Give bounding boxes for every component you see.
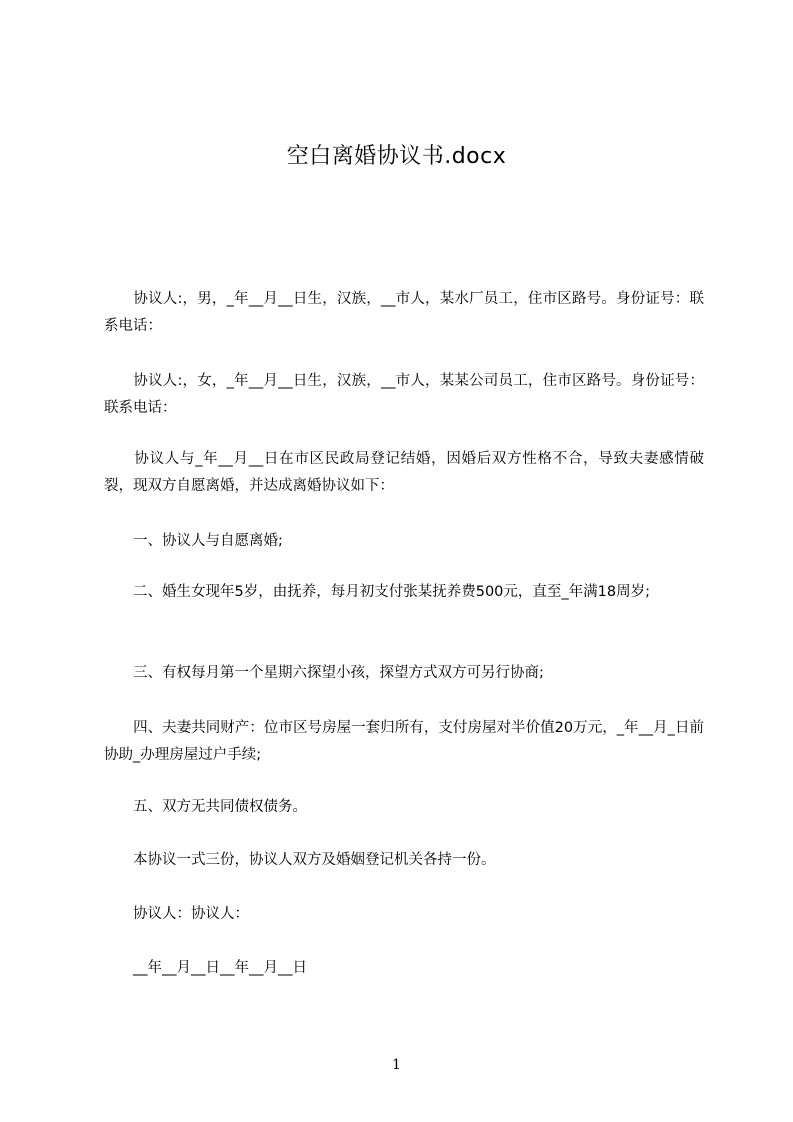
copies-statement: 本协议一式三份，协议人双方及婚姻登记机关各持一份。 — [104, 852, 496, 868]
paragraph-party-b: 协议人:，女，_年__月__日生，汉族，__市人，某某公司员工，住市区路号。身份证号：联系电话： — [104, 373, 704, 416]
clause-1: 一、协议人与自愿离婚; — [104, 533, 283, 549]
page-title: 空白离婚协议书.docx — [286, 144, 507, 169]
signature-line: 协议人：协议人： — [104, 906, 249, 922]
paragraph-preamble: 协议人与_年__月__日在市区民政局登记结婚，因婚后双方性格不合，导致夫妻感情破裂，现双方自愿离婚，并达成离婚协议如下： — [104, 451, 704, 494]
page-number: 1 — [392, 1057, 401, 1073]
clause-5: 五、双方无共同债权债务。 — [104, 799, 307, 815]
clause-3: 三、有权每月第一个星期六探望小孩，探望方式双方可另行协商; — [104, 665, 544, 681]
clause-2: 二、婚生女现年5岁，由抚养，每月初支付张某抚养费500元，直至_年满18周岁; — [104, 584, 650, 600]
paragraph-party-a: 协议人:，男，_年__月__日生，汉族，__市人，某水厂员工，住市区路号。身份证号：联系电话： — [104, 291, 704, 334]
clause-4: 四、夫妻共同财产：位市区号房屋一套归所有，支付房屋对半价值20万元，_年__月_日前协助_办理房屋过户手续; — [104, 720, 704, 763]
date-line: __年__月__日__年__月__日 — [104, 960, 307, 976]
